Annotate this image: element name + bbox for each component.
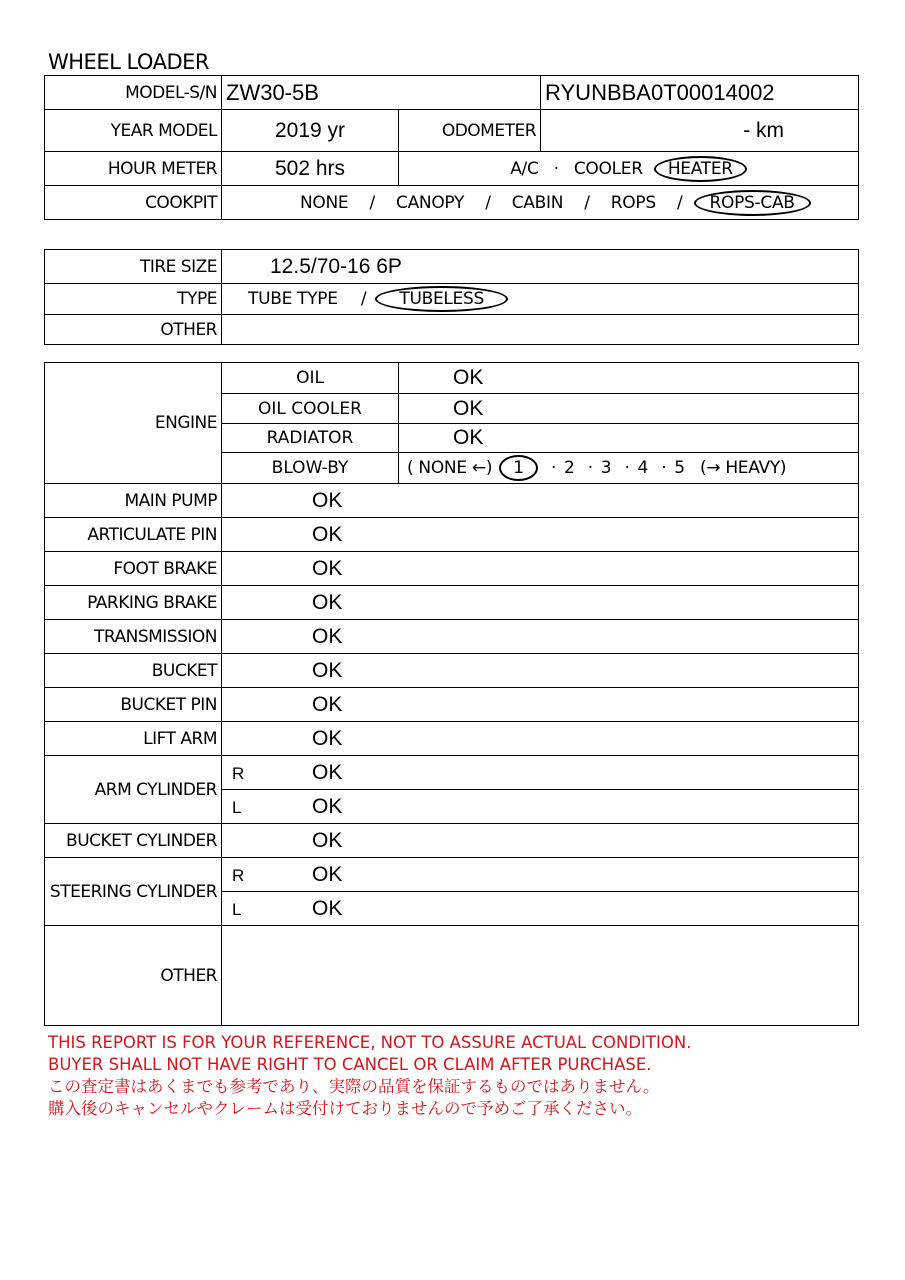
steering-cylinder-r-value: OK xyxy=(312,862,343,886)
disclaimer xyxy=(48,1032,691,1120)
hour-meter-label: HOUR METER xyxy=(45,152,222,186)
other-label: OTHER xyxy=(45,926,222,1026)
transmission-value: OK xyxy=(222,620,859,654)
header-table xyxy=(44,75,859,220)
engine-oil-cooler-value: OK xyxy=(399,394,859,424)
bucket-cylinder-value: OK xyxy=(222,824,859,858)
cockpit-option-none: NONE xyxy=(300,192,349,213)
engine-oil-label: OIL xyxy=(222,363,399,394)
arm-cylinder-l-label: L xyxy=(232,797,242,817)
articulate-pin-label: ARTICULATE PIN xyxy=(45,518,222,552)
blowby-level-4: 4 xyxy=(637,458,649,478)
lift-arm-value: OK xyxy=(222,722,859,756)
blowby-level-2: 2 xyxy=(564,458,575,478)
main-pump-value: OK xyxy=(222,484,859,518)
disclaimer-line-en-2: BUYER SHALL NOT HAVE RIGHT TO CANCEL OR CLAIM AFTER PURCHASE. xyxy=(48,1055,652,1074)
disclaimer-line-ja-2: 購入後のキャンセルやクレームは受付けておりませんので予めご了承ください。 xyxy=(48,1099,642,1118)
bucket-pin-value: OK xyxy=(222,688,859,722)
transmission-label: TRANSMISSION xyxy=(45,620,222,654)
ac-option-cooler: COOLER xyxy=(573,158,643,179)
year-value: 2019 yr xyxy=(222,110,399,152)
ac-option-heater-selected: HEATER xyxy=(654,156,747,182)
parking-brake-value: OK xyxy=(222,586,859,620)
tire-table xyxy=(44,249,859,345)
tire-size-value: 12.5/70-16 6P xyxy=(222,250,859,284)
engine-radiator-value: OK xyxy=(399,424,859,453)
engine-blowby-scale: ( NONE ←) 1 · 2 · 3 · 4 · 5 (→ HEAVY) xyxy=(399,453,859,484)
arm-cylinder-l-value: OK xyxy=(312,794,343,818)
tire-type-options: TUBE TYPE / TUBELESS xyxy=(222,284,859,315)
cockpit-option-canopy: CANOPY xyxy=(396,192,465,213)
other-value xyxy=(222,926,859,1026)
blowby-level-3: 3 xyxy=(600,458,612,478)
disclaimer-line-en-1: THIS REPORT IS FOR YOUR REFERENCE, NOT TO ASSURE ACTUAL CONDITION. xyxy=(48,1033,692,1052)
disclaimer-line-ja-1: この査定書はあくまでも参考であり、実際の品質を保証するものではありません。 xyxy=(48,1077,660,1096)
model-value: ZW30-5B xyxy=(222,76,541,110)
ac-option-ac: A/C xyxy=(510,158,539,179)
blowby-none-label: ( NONE ←) xyxy=(407,458,493,478)
odometer-label: ODOMETER xyxy=(399,110,541,152)
engine-radiator-label: RADIATOR xyxy=(222,424,399,453)
model-label: MODEL-S/N xyxy=(45,76,222,110)
cockpit-option-rops: ROPS xyxy=(610,192,656,213)
bucket-value: OK xyxy=(222,654,859,688)
arm-cylinder-r-row xyxy=(222,756,859,790)
tire-type-tubeless-selected: TUBELESS xyxy=(375,286,508,312)
form-title: WHEEL LOADER xyxy=(48,50,209,74)
steering-cylinder-label: STEERING CYLINDER xyxy=(45,858,222,926)
year-label: YEAR MODEL xyxy=(45,110,222,152)
bucket-pin-label: BUCKET PIN xyxy=(45,688,222,722)
tire-type-label: TYPE xyxy=(45,284,222,315)
arm-cylinder-label: ARM CYLINDER xyxy=(45,756,222,824)
tire-size-label: TIRE SIZE xyxy=(45,250,222,284)
arm-cylinder-r-label: R xyxy=(232,763,245,783)
lift-arm-label: LIFT ARM xyxy=(45,722,222,756)
foot-brake-value: OK xyxy=(222,552,859,586)
arm-cylinder-l-row xyxy=(222,790,859,824)
cockpit-options: NONE / CANOPY / CABIN / ROPS / ROPS-CAB xyxy=(222,186,859,220)
cockpit-label: COOKPIT xyxy=(45,186,222,220)
blowby-heavy-label: (→ HEAVY) xyxy=(699,458,787,478)
steering-cylinder-l-value: OK xyxy=(312,896,343,920)
main-pump-label: MAIN PUMP xyxy=(45,484,222,518)
bucket-label: BUCKET xyxy=(45,654,222,688)
inspection-table xyxy=(44,362,859,1026)
ac-options: A/C · COOLER HEATER xyxy=(399,152,859,186)
serial-value: RYUNBBA0T00014002 xyxy=(541,76,859,110)
steering-cylinder-l-row xyxy=(222,892,859,926)
articulate-pin-value: OK xyxy=(222,518,859,552)
steering-cylinder-r-row xyxy=(222,858,859,892)
bucket-cylinder-label: BUCKET CYLINDER xyxy=(45,824,222,858)
blowby-level-1-selected: 1 xyxy=(499,455,538,481)
hour-meter-value: 502 hrs xyxy=(222,152,399,186)
arm-cylinder-r-value: OK xyxy=(312,760,343,784)
tire-type-tube: TUBE TYPE xyxy=(248,289,338,309)
tire-other-label: OTHER xyxy=(45,315,222,345)
engine-oil-cooler-label: OIL COOLER xyxy=(222,394,399,424)
cockpit-option-rops-cab-selected: ROPS-CAB xyxy=(694,190,811,216)
steering-cylinder-r-label: R xyxy=(232,865,245,885)
tire-other-value xyxy=(222,315,859,345)
foot-brake-label: FOOT BRAKE xyxy=(45,552,222,586)
engine-oil-value: OK xyxy=(399,363,859,394)
cockpit-option-cabin: CABIN xyxy=(511,192,564,213)
engine-blowby-label: BLOW-BY xyxy=(222,453,399,484)
engine-label: ENGINE xyxy=(45,363,222,484)
blowby-level-5: 5 xyxy=(674,458,685,478)
steering-cylinder-l-label: L xyxy=(232,899,242,919)
parking-brake-label: PARKING BRAKE xyxy=(45,586,222,620)
odometer-value: - km xyxy=(541,110,859,152)
